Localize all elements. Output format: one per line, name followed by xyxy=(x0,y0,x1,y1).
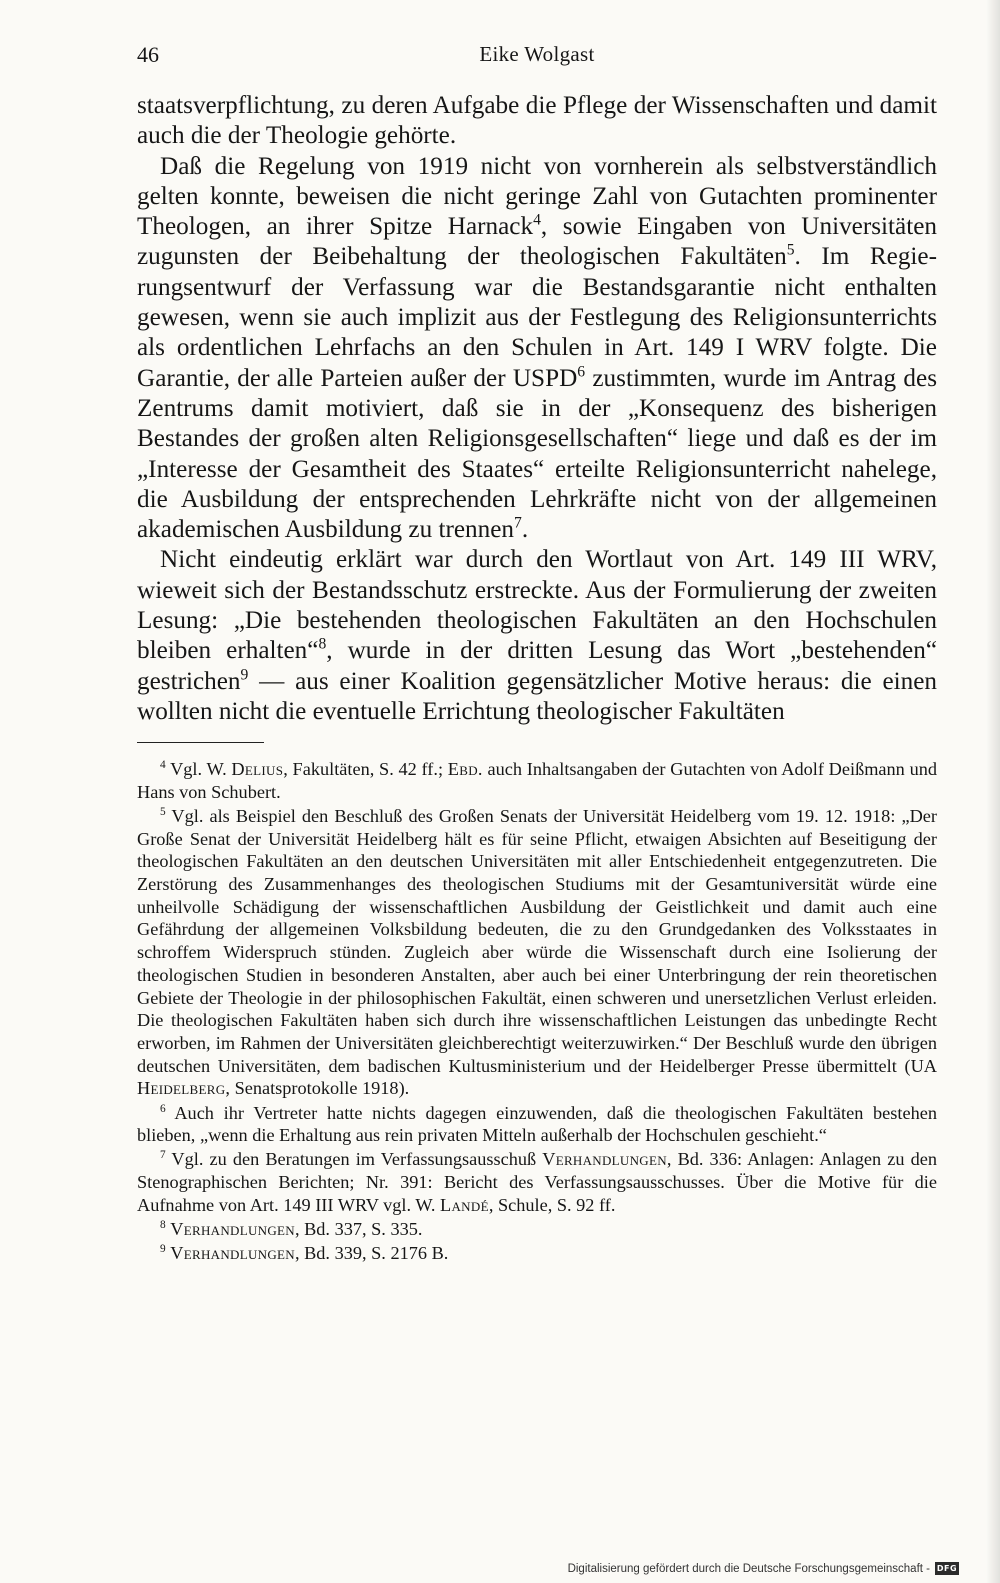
footnote-number: 7 xyxy=(160,1149,166,1162)
text-run: auch Inhaltsangaben der Gutachten von Adolf Deißmann und Hans von Schubert. xyxy=(137,759,937,802)
main-text xyxy=(137,91,937,727)
text-run: , Fakultäten, S. 42 ff.; xyxy=(283,759,448,779)
footnote-number: 4 xyxy=(160,758,166,771)
paragraph-2 xyxy=(137,152,937,546)
text-run: Vgl. zu den Beratungen im Verfassungsausschuß xyxy=(165,1149,543,1170)
source-title: Verhandlungen xyxy=(170,1219,295,1240)
source-title: Verhandlungen xyxy=(170,1243,295,1264)
author-name: Landé xyxy=(440,1194,489,1215)
source-title: Verhandlungen xyxy=(542,1149,667,1170)
text-run: , Bd. 337, S. 335. xyxy=(294,1219,423,1240)
footnote-ref-4[interactable]: 4 xyxy=(533,211,541,229)
text-run: . xyxy=(521,516,529,544)
page-number: 46 xyxy=(137,42,159,67)
text-run: , wurde in der dritten Lesung das Wort „bestehenden“ gestrichen xyxy=(137,637,937,695)
text-run: zustimmten, wurde im Antrag des Zentrums damit motiviert, daß sie in der „Konsequenz des bisherigen Bestandes der großen alten Religionsgesellschaften“ liege und daß es der im „Interesse der Gesamtheit des Staates“ erteilte Religionsunterricht nahelege, die Ausbildung der entsprechenden Lehrkräfte nicht von der allgemeinen akademischen Ausbildung zu trennen xyxy=(137,364,938,544)
text-run: , Bd. 336: Anlagen: Anlagen zu den Stenographischen Berichten; Nr. 391: Bericht des Verfassungsausschusses. Über die Motive für die Aufnahme von Art. 149 III WRV vgl. W. xyxy=(137,1149,937,1215)
credit-text: Digitalisierung gefördert durch die Deutsche Forschungsgemeinschaft - xyxy=(567,1562,930,1575)
footnote-number: 6 xyxy=(160,1102,166,1115)
footnote-number: 9 xyxy=(160,1243,166,1256)
footnote-divider xyxy=(137,742,264,743)
text-run: — aus einer Koalition gegensätzlicher Motive heraus: die einen wollten nicht die eventuelle Errichtung theologischer Fakultäten xyxy=(137,667,937,725)
text-run: Nicht eindeutig erklärt war durch den Wortlaut von Art. 149 III WRV, wieweit sich der Bestandsschutz erstreckte. Aus der Formulierung der zweiten Lesung: „Die bestehenden theologischen Fakultäten an den Hochschulen bleiben erhalten“ xyxy=(137,546,937,665)
text-run: , Schule, S. 92 ff. xyxy=(488,1194,616,1215)
text-run: Vgl. als Beispiel den Beschluß des Großen Senats der Universität Heidelberg vom 19. 12. 1918: „Der Große Senat der Universität Heidelberg hält es für seine Pflicht, etwaigen Absichten auf Beseitigung der theologischen Fakultäten an den deutschen Universitäten mit aller Entschiedenheit entgegenzutreten. Die Zerstörung des Zusammenhanges des theologischen Studiums mit der Gesamtuniversität würde eine unheilvolle Schädigung der wissenschaftlichen Ausbildung der Geistlichkeit und damit auch eine Gefährdung der allgemeinen Volksbildung bedeuten, die zu den Grundgedanken des Volksstaates in schroffem Widerspruch stünden. Zugleich aber würde die Wissenschaft durch eine Isolierung der theologischen Studien in besonderen Anstalten, aber auch bei einer Unterbringung der rein theoretischen Gebiete der Theologie in der philosophischen Fakultät, einen schweren und unersetzlichen Verlust erleiden. Die theologischen Fakultäten haben sich durch ihre wissenschaftlichen Leistungen das unbedingte Recht erworben, im Rahmen der Universitäten gleichberechtigt weiterzuwirken.“ Der Beschluß wurde den übrigen deutschen Universitäten, dem badischen Kultusministerium und der Heidelberger Presse übermittelt (UA xyxy=(137,805,937,1076)
footnote-9 xyxy=(137,1242,937,1265)
footnote-ref-8[interactable]: 8 xyxy=(318,635,327,653)
footnotes xyxy=(137,758,937,1266)
digitization-credit xyxy=(568,1562,959,1575)
author-name: Delius xyxy=(231,759,284,779)
text-run: . Im Regierungsentwurf der Verfassung war die Bestandsgarantie nicht enthalten gewesen, wenn sie auch implizit aus der Festlegung des Religionsunterrichts als ordentlichen Lehrfachs an den Schulen in Art. 149 I WRV folgte. Die Garantie, der alle Parteien außer der USPD xyxy=(137,243,938,392)
footnote-number: 8 xyxy=(160,1219,166,1232)
abbreviation: Ebd. xyxy=(447,759,483,779)
footnote-ref-9[interactable]: 9 xyxy=(240,665,249,683)
page-edge-shadow xyxy=(986,0,1000,1583)
page-header xyxy=(137,42,937,72)
footnote-7 xyxy=(137,1148,937,1216)
footnote-6 xyxy=(137,1102,937,1147)
running-head: Eike Wolgast xyxy=(479,42,595,66)
footnote-4 xyxy=(137,758,937,803)
text-run: Vgl. W. xyxy=(165,759,232,779)
footnote-5 xyxy=(137,805,937,1100)
text-run: , Senatsprotokolle 1918). xyxy=(225,1078,410,1099)
text-run: staatsverpflichtung, zu deren Aufgabe die Pflege der Wissenschaften und damit auch die der Theologie gehörte. xyxy=(137,92,937,150)
text-run: , Bd. 339, S. 2176 B. xyxy=(294,1243,449,1264)
paragraph-1 xyxy=(137,91,937,152)
text-run: Daß die Regelung von 1919 nicht von vornherein als selbstverständlich gelten konnte, beweisen die nicht geringe Zahl von Gutachten prominenter Theologen, an ihrer Spitze Harnack xyxy=(137,152,937,241)
footnote-ref-6[interactable]: 6 xyxy=(577,363,586,380)
archive-name: Heidelberg xyxy=(137,1078,226,1099)
footnote-8 xyxy=(137,1218,937,1241)
dfg-logo-icon: DFG xyxy=(936,1564,958,1573)
footnote-number: 5 xyxy=(160,805,166,818)
footnote-ref-7[interactable]: 7 xyxy=(514,514,522,532)
footnote-ref-5[interactable]: 5 xyxy=(786,241,795,259)
text-run: , sowie Eingaben von Universitäten zugunsten der Beibehaltung der theologischen Fakultäten xyxy=(137,213,937,271)
paragraph-3 xyxy=(137,545,937,727)
text-run: Auch ihr Vertreter hatte nichts dagegen einzuwenden, daß die theologischen Fakultäten bestehen blieben, „wenn die Erhaltung aus rein privaten Mitteln außerhalb der Hochschulen geschieht.“ xyxy=(137,1102,937,1146)
